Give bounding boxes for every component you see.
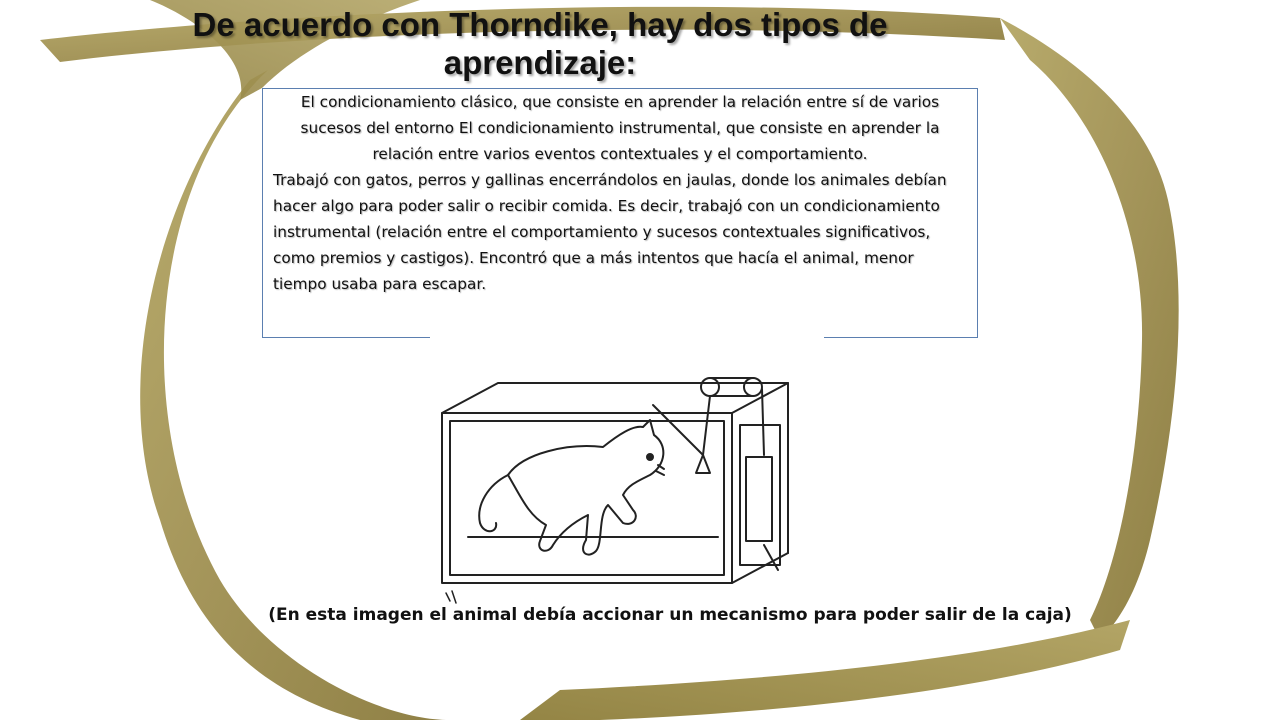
intro-paragraph: El condicionamiento clásico, que consiste en aprender la relación entre sí de varios sucesos del entorno El condicionamiento instrumental, que consiste en aprender la relación entre varios eventos contextuales y el comportamiento.	[300, 93, 940, 163]
textbox-border-gap	[430, 330, 824, 350]
cat-puzzle-box-icon	[428, 365, 808, 605]
frame-swoosh-bottom	[520, 620, 1130, 720]
body-paragraph: Trabajó con gatos, perros y gallinas encerrándolos en jaulas, donde los animales debían hacer algo para poder salir o recibir comida. Es decir, trabajó con un condicionamiento instrumental (relación entre el comportamiento y sucesos contextuales significativos, como premios y castigos). Encontró que a más intentos que hacía el animal, menor tiempo usaba para escapar.	[273, 171, 947, 293]
image-caption: (En esta imagen el animal debía accionar un mecanismo para poder salir de la caja)	[268, 605, 1072, 625]
frame-swoosh-right	[1000, 18, 1179, 640]
content-textbox	[262, 88, 978, 338]
slide-title: De acuerdo con Thorndike, hay dos tipos de aprendizaje:	[192, 6, 888, 81]
